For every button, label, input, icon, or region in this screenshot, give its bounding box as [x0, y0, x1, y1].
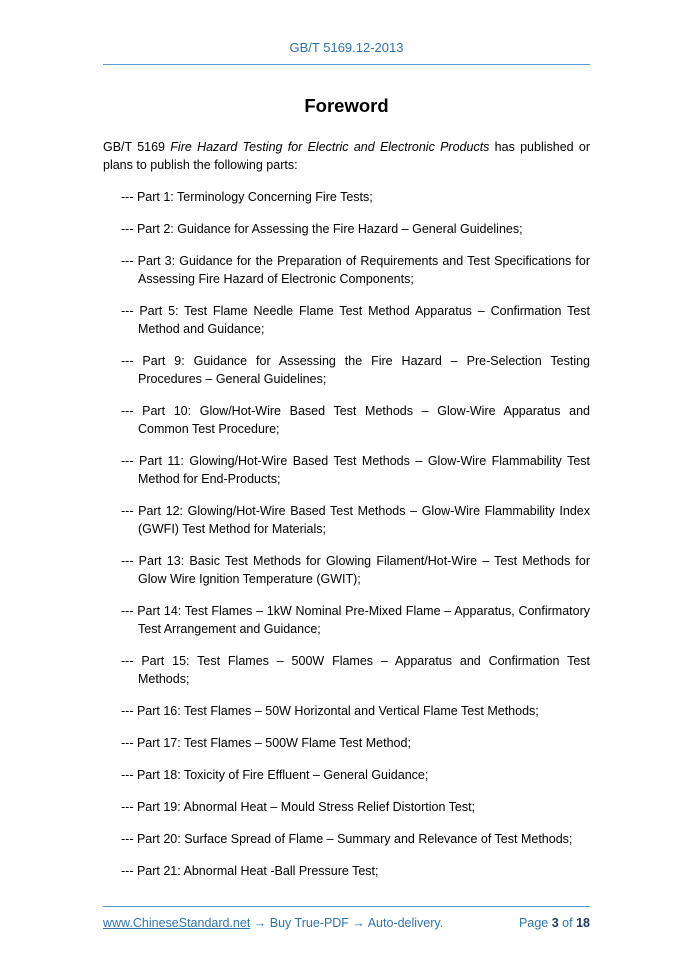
list-item: --- Part 19: Abnormal Heat – Mould Stress Relief Distortion Test;	[121, 800, 476, 814]
page-indicator	[519, 916, 590, 930]
list-item: --- Part 14: Test Flames – 1kW Nominal Pre-Mixed Flame – Apparatus, Confirmatory Test Arrangement and Guidance;	[121, 604, 590, 636]
header-divider	[103, 64, 590, 65]
list-item: --- Part 20: Surface Spread of Flame – Summary and Relevance of Test Methods;	[121, 832, 573, 846]
website-link[interactable]: www.ChineseStandard.net	[103, 916, 251, 930]
list-item: --- Part 13: Basic Test Methods for Glowing Filament/Hot-Wire – Test Methods for Glow Wire Ignition Temperature (GWIT);	[121, 554, 590, 586]
page-total: 18	[576, 916, 590, 930]
page-footer	[103, 916, 590, 930]
parts-list	[121, 188, 590, 894]
list-item: --- Part 10: Glow/Hot-Wire Based Test Methods – Glow-Wire Apparatus and Common Test Procedure;	[121, 404, 590, 436]
list-item: --- Part 2: Guidance for Assessing the Fire Hazard – General Guidelines;	[121, 222, 523, 236]
list-item: --- Part 17: Test Flames – 500W Flame Test Method;	[121, 736, 411, 750]
page-label: Page	[519, 916, 549, 930]
intro-prefix: GB/T 5169	[103, 140, 171, 154]
page-of: of	[562, 916, 573, 930]
list-item: --- Part 1: Terminology Concerning Fire Tests;	[121, 190, 373, 204]
list-item: --- Part 16: Test Flames – 50W Horizontal and Vertical Flame Test Methods;	[121, 704, 539, 718]
list-item: --- Part 18: Toxicity of Fire Effluent – General Guidance;	[121, 768, 429, 782]
list-item: --- Part 15: Test Flames – 500W Flames – Apparatus and Confirmation Test Methods;	[121, 654, 590, 686]
page-current: 3	[551, 916, 559, 930]
series-title: Fire Hazard Testing for Electric and Electronic Products	[170, 140, 490, 154]
intro-suffix: has published or plans to publish the following parts:	[103, 140, 590, 172]
intro-paragraph	[103, 138, 590, 174]
list-item: --- Part 12: Glowing/Hot-Wire Based Test Methods – Glow-Wire Flammability Index (GWFI) Test Method for Materials;	[121, 504, 590, 536]
list-item: --- Part 11: Glowing/Hot-Wire Based Test Methods – Glow-Wire Flammability Test Method for End-Products;	[121, 454, 590, 486]
footer-divider	[103, 906, 590, 907]
list-item: --- Part 9: Guidance for Assessing the Fire Hazard – Pre-Selection Testing Procedures – General Guidelines;	[121, 354, 590, 386]
footer-promo: → Buy True-PDF → Auto-delivery.	[250, 916, 444, 930]
list-item: --- Part 5: Test Flame Needle Flame Test Method Apparatus – Confirmation Test Method and Guidance;	[121, 304, 590, 336]
running-header: GB/T 5169.12-2013	[289, 40, 404, 55]
list-item: --- Part 3: Guidance for the Preparation of Requirements and Test Specifications for Assessing Fire Hazard of Electronic Components;	[121, 254, 590, 286]
list-item: --- Part 21: Abnormal Heat -Ball Pressure Test;	[121, 864, 379, 878]
page-title: Foreword	[304, 95, 389, 116]
